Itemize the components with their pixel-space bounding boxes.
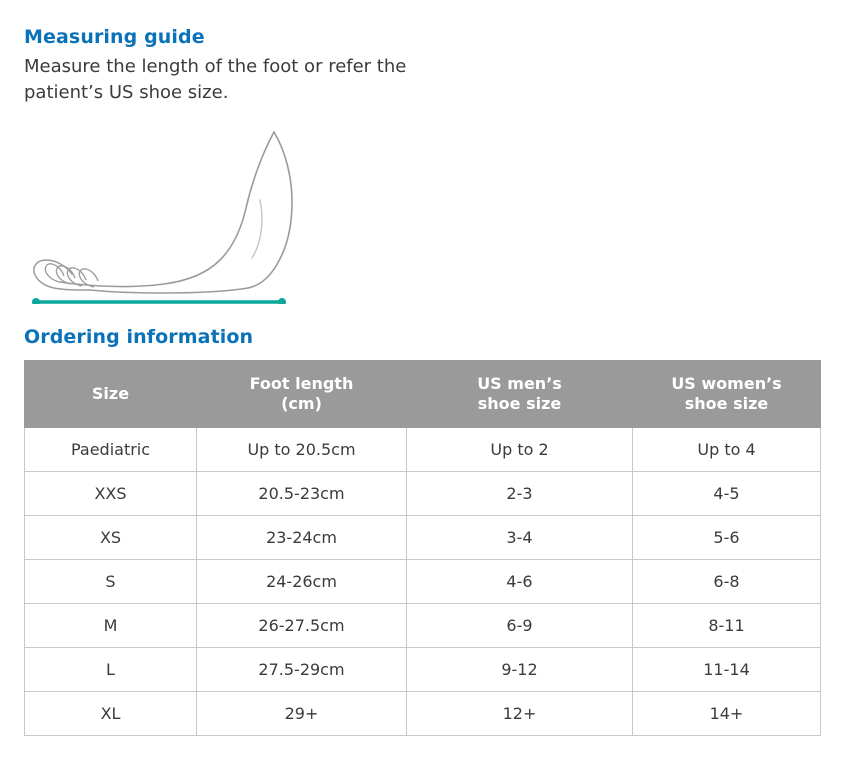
column-header-line: shoe size	[477, 394, 562, 414]
table-row	[25, 516, 821, 560]
table-row	[25, 648, 821, 692]
cell-us-womens: 5-6	[633, 516, 821, 560]
cell-size: M	[25, 604, 197, 648]
table-row	[25, 692, 821, 736]
column-header-foot-length	[197, 361, 407, 428]
ordering-information-title: Ordering information	[24, 326, 254, 349]
table-body	[25, 428, 821, 736]
column-header-us-mens-shoe-size	[407, 361, 633, 428]
cell-us-mens: Up to 2	[407, 428, 633, 472]
foot-side-profile-icon	[24, 124, 384, 304]
cell-foot-length: 27.5-29cm	[197, 648, 407, 692]
cell-us-mens: 4-6	[407, 560, 633, 604]
measuring-guide-title: Measuring guide	[24, 26, 205, 48]
table-row	[25, 604, 821, 648]
cell-us-womens: 8-11	[633, 604, 821, 648]
cell-us-womens: Up to 4	[633, 428, 821, 472]
column-header-line: US women’s	[671, 374, 782, 394]
measuring-guide-description: Measure the length of the foot or refer the patient’s US shoe size.	[24, 56, 407, 104]
cell-foot-length: 26-27.5cm	[197, 604, 407, 648]
table-row	[25, 560, 821, 604]
column-header-us-womens-shoe-size	[633, 361, 821, 428]
cell-size: XS	[25, 516, 197, 560]
cell-us-womens: 11-14	[633, 648, 821, 692]
foot-diagram	[24, 124, 384, 304]
table-header	[25, 361, 821, 428]
measurement-start-dot	[32, 298, 40, 304]
table-header-row	[25, 361, 821, 428]
cell-us-mens: 3-4	[407, 516, 633, 560]
cell-us-womens: 14+	[633, 692, 821, 736]
column-header-line: Foot length	[249, 374, 354, 394]
cell-size: XXS	[25, 472, 197, 516]
cell-us-womens: 6-8	[633, 560, 821, 604]
table-row	[25, 428, 821, 472]
cell-foot-length: 23-24cm	[197, 516, 407, 560]
cell-foot-length: 24-26cm	[197, 560, 407, 604]
table-row	[25, 472, 821, 516]
cell-size: Paediatric	[25, 428, 197, 472]
ordering-information-section	[24, 326, 822, 736]
column-header-line: US men’s	[477, 374, 562, 394]
cell-size: S	[25, 560, 197, 604]
cell-us-mens: 6-9	[407, 604, 633, 648]
column-header-size	[25, 361, 197, 428]
cell-foot-length: 29+	[197, 692, 407, 736]
column-header-line: shoe size	[684, 394, 769, 414]
cell-foot-length: Up to 20.5cm	[197, 428, 407, 472]
cell-us-womens: 4-5	[633, 472, 821, 516]
measurement-end-dot	[278, 298, 286, 304]
column-header-line: Size	[91, 384, 130, 404]
cell-us-mens: 12+	[407, 692, 633, 736]
cell-us-mens: 9-12	[407, 648, 633, 692]
column-header-line: (cm)	[281, 394, 322, 414]
cell-size: L	[25, 648, 197, 692]
cell-size: XL	[25, 692, 197, 736]
cell-foot-length: 20.5-23cm	[197, 472, 407, 516]
size-chart-table	[24, 360, 821, 736]
cell-us-mens: 2-3	[407, 472, 633, 516]
measuring-guide-section	[24, 26, 822, 304]
